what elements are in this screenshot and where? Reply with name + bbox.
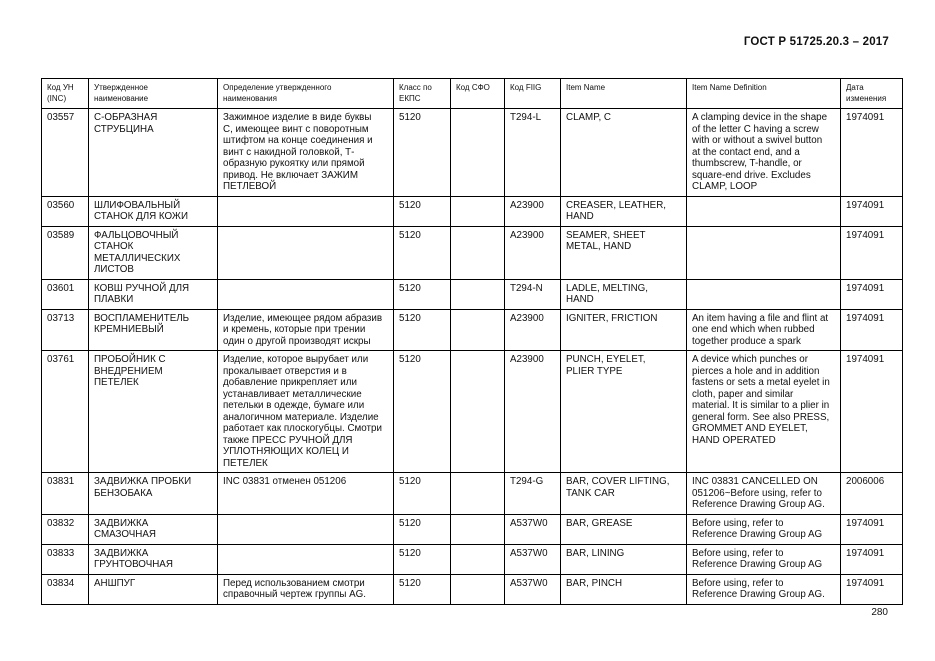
cell-item-name: PUNCH, EYELET, PLIER TYPE	[561, 351, 687, 473]
column-header-item-name-definition: Item Name Definition	[687, 79, 841, 109]
cell-inc-code: 03713	[42, 309, 89, 351]
column-header-ekps-class: Класс по ЕКПС	[394, 79, 451, 109]
cell-fiig-code: T294-G	[505, 473, 561, 515]
cell-sfo-code	[451, 473, 505, 515]
cell-fiig-code: A23900	[505, 309, 561, 351]
table-row	[42, 309, 903, 351]
cell-approved-name: ПРОБОЙНИК С ВНЕДРЕНИЕМ ПЕТЕЛЕК	[89, 351, 218, 473]
cell-change-date: 1974091	[841, 309, 903, 351]
cell-item-name: CLAMP, C	[561, 109, 687, 197]
cell-inc-code: 03560	[42, 196, 89, 226]
table-row	[42, 196, 903, 226]
cell-ekps-class: 5120	[394, 309, 451, 351]
table-header-row	[42, 79, 903, 109]
cell-ekps-class: 5120	[394, 109, 451, 197]
cell-item-name: BAR, LINING	[561, 544, 687, 574]
cell-approved-name: КОВШ РУЧНОЙ ДЛЯ ПЛАВКИ	[89, 279, 218, 309]
table-row	[42, 279, 903, 309]
cell-approved-name: ВОСПЛАМЕНИТЕЛЬ КРЕМНИЕВЫЙ	[89, 309, 218, 351]
cell-item-name-definition	[687, 196, 841, 226]
cell-approved-name-definition	[218, 196, 394, 226]
cell-item-name-definition	[687, 279, 841, 309]
cell-change-date: 1974091	[841, 226, 903, 279]
table-row	[42, 226, 903, 279]
column-header-sfo-code: Код СФО	[451, 79, 505, 109]
cell-change-date: 1974091	[841, 574, 903, 604]
cell-item-name-definition	[687, 226, 841, 279]
cell-change-date: 2006006	[841, 473, 903, 515]
cell-sfo-code	[451, 514, 505, 544]
table-row	[42, 574, 903, 604]
cell-approved-name: С-ОБРАЗНАЯ СТРУБЦИНА	[89, 109, 218, 197]
cell-fiig-code: T294-N	[505, 279, 561, 309]
cell-change-date: 1974091	[841, 279, 903, 309]
cell-ekps-class: 5120	[394, 514, 451, 544]
cell-fiig-code: A23900	[505, 196, 561, 226]
cell-item-name-definition: A clamping device in the shape of the letter C having a screw with or without a swivel button at the contact end, and a thumbscrew, T-handle, or square-end drive. Excludes CLAMP, LOOP	[687, 109, 841, 197]
column-header-approved-name-definition: Определение утвержденного наименования	[218, 79, 394, 109]
table-row	[42, 351, 903, 473]
cell-fiig-code: A537W0	[505, 544, 561, 574]
cell-item-name: IGNITER, FRICTION	[561, 309, 687, 351]
cell-sfo-code	[451, 351, 505, 473]
cell-approved-name: ЗАДВИЖКА ПРОБКИ БЕНЗОБАКА	[89, 473, 218, 515]
cell-fiig-code: A537W0	[505, 574, 561, 604]
cell-item-name: CREASER, LEATHER, HAND	[561, 196, 687, 226]
cell-ekps-class: 5120	[394, 544, 451, 574]
cell-inc-code: 03831	[42, 473, 89, 515]
cell-item-name-definition: An item having a file and flint at one end which when rubbed together produce a spark	[687, 309, 841, 351]
column-header-item-name: Item Name	[561, 79, 687, 109]
cell-fiig-code: A23900	[505, 351, 561, 473]
column-header-fiig-code: Код FIIG	[505, 79, 561, 109]
cell-inc-code: 03557	[42, 109, 89, 197]
table-row	[42, 473, 903, 515]
cell-approved-name: ШЛИФОВАЛЬНЫЙ СТАНОК ДЛЯ КОЖИ	[89, 196, 218, 226]
cell-approved-name: АНШПУГ	[89, 574, 218, 604]
cell-sfo-code	[451, 279, 505, 309]
cell-change-date: 1974091	[841, 109, 903, 197]
cell-sfo-code	[451, 544, 505, 574]
cell-fiig-code: T294-L	[505, 109, 561, 197]
catalog-table	[41, 78, 903, 605]
cell-ekps-class: 5120	[394, 279, 451, 309]
cell-sfo-code	[451, 309, 505, 351]
cell-change-date: 1974091	[841, 351, 903, 473]
cell-approved-name-definition: Зажимное изделие в виде буквы С, имеющее винт с поворотным штифтом на конце соединения и винт с накидной головкой, Т- образную рукоятку или прямой привод. Не включает ЗАЖИМ ПЕТЛЕВОЙ	[218, 109, 394, 197]
cell-approved-name-definition	[218, 544, 394, 574]
table-body	[42, 109, 903, 605]
cell-approved-name-definition: Перед использованием смотри справочный чертеж группы AG.	[218, 574, 394, 604]
cell-approved-name-definition	[218, 279, 394, 309]
cell-item-name: SEAMER, SHEET METAL, HAND	[561, 226, 687, 279]
cell-item-name-definition: Before using, refer to Reference Drawing Group AG.	[687, 574, 841, 604]
cell-item-name: BAR, PINCH	[561, 574, 687, 604]
cell-sfo-code	[451, 226, 505, 279]
table-row	[42, 109, 903, 197]
cell-change-date: 1974091	[841, 544, 903, 574]
cell-change-date: 1974091	[841, 514, 903, 544]
cell-inc-code: 03832	[42, 514, 89, 544]
cell-ekps-class: 5120	[394, 196, 451, 226]
cell-item-name-definition: A device which punches or pierces a hole and in addition fastens or sets a metal eyelet in cloth, paper and similar material. It is similar to a plier in general form. See also PRESS, GROMMET AND EYELET, HAND OPERATED	[687, 351, 841, 473]
cell-ekps-class: 5120	[394, 574, 451, 604]
cell-ekps-class: 5120	[394, 351, 451, 473]
cell-inc-code: 03761	[42, 351, 89, 473]
cell-sfo-code	[451, 574, 505, 604]
cell-change-date: 1974091	[841, 196, 903, 226]
cell-item-name-definition: INC 03831 CANCELLED ON 051206~Before using, refer to Reference Drawing Group AG.	[687, 473, 841, 515]
cell-approved-name: ФАЛЬЦОВОЧНЫЙ СТАНОК МЕТАЛЛИЧЕСКИХ ЛИСТОВ	[89, 226, 218, 279]
cell-item-name-definition: Before using, refer to Reference Drawing Group AG	[687, 514, 841, 544]
cell-approved-name: ЗАДВИЖКА СМАЗОЧНАЯ	[89, 514, 218, 544]
cell-item-name: LADLE, MELTING, HAND	[561, 279, 687, 309]
document-code: ГОСТ Р 51725.20.3 – 2017	[743, 36, 889, 48]
column-header-inc-code: Код УН (INC)	[42, 79, 89, 109]
cell-item-name-definition: Before using, refer to Reference Drawing Group AG	[687, 544, 841, 574]
cell-item-name: BAR, GREASE	[561, 514, 687, 544]
cell-inc-code: 03589	[42, 226, 89, 279]
cell-approved-name: ЗАДВИЖКА ГРУНТОВОЧНАЯ	[89, 544, 218, 574]
column-header-approved-name: Утвержденное наименование	[89, 79, 218, 109]
table-row	[42, 514, 903, 544]
cell-inc-code: 03833	[42, 544, 89, 574]
page-number: 280	[871, 607, 888, 618]
table-row	[42, 544, 903, 574]
cell-approved-name-definition	[218, 226, 394, 279]
cell-approved-name-definition: Изделие, которое вырубает или прокалывает отверстия и в добавление прикрепляет или устанавливает металлические петельки в одежде, бумаге или аналогичном материале. Изделие работает как плоскогубцы. Смотри также ПРЕСС РУЧНОЙ ДЛЯ УПЛОТНЯЮЩИХ КОЛЕЦ И ПЕТЕЛЕК	[218, 351, 394, 473]
cell-approved-name-definition	[218, 514, 394, 544]
cell-sfo-code	[451, 109, 505, 197]
cell-ekps-class: 5120	[394, 226, 451, 279]
cell-sfo-code	[451, 196, 505, 226]
cell-approved-name-definition: Изделие, имеющее рядом абразив и кремень, которые при трении один о другой производят искры	[218, 309, 394, 351]
cell-fiig-code: A537W0	[505, 514, 561, 544]
cell-fiig-code: A23900	[505, 226, 561, 279]
cell-approved-name-definition: INC 03831 отменен 051206	[218, 473, 394, 515]
cell-inc-code: 03601	[42, 279, 89, 309]
column-header-change-date: Дата изменения	[841, 79, 903, 109]
cell-inc-code: 03834	[42, 574, 89, 604]
cell-ekps-class: 5120	[394, 473, 451, 515]
cell-item-name: BAR, COVER LIFTING, TANK CAR	[561, 473, 687, 515]
